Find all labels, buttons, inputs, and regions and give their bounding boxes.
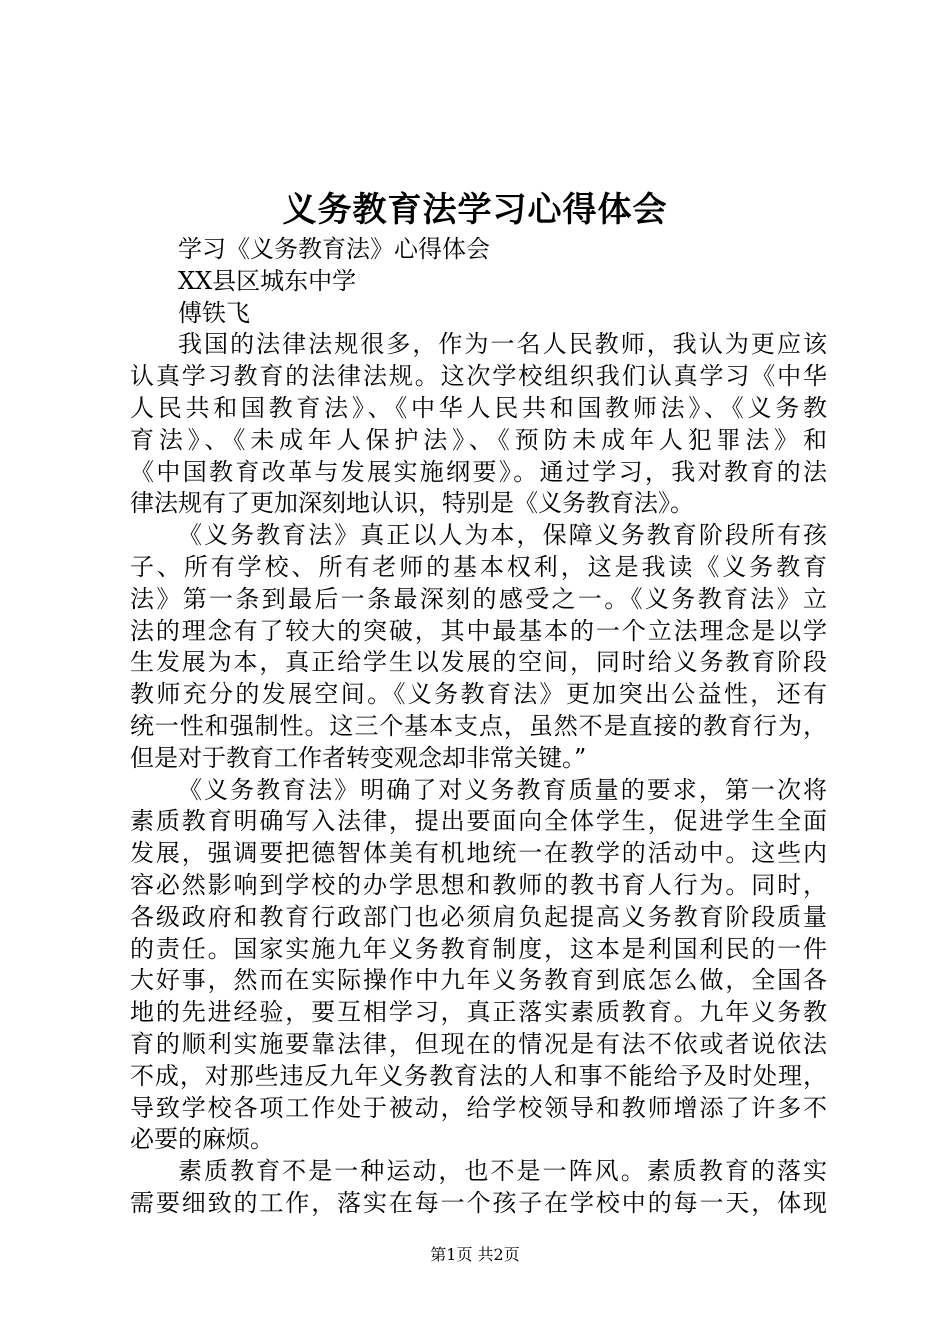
text-line: 但是对于教育工作者转变观念却非常关键。” [130, 743, 587, 772]
subtitle-line: 学习《义务教育法》心得体会 [178, 235, 490, 263]
text-line: 素质教育不是一种运动，也不是一阵风。素质教育的落实 [178, 1157, 827, 1186]
text-line: 人民共和国教育法》、《中华人民共和国教师法》、《义务教 [130, 393, 827, 422]
text-line: 教师充分的发展空间。《义务教育法》更加突出公益性，还有 [130, 680, 827, 709]
text-line: 素质教育明确写入法律，提出要面向全体学生，促进学生全面 [130, 807, 827, 836]
text-line: 必要的麻烦。 [130, 1125, 274, 1154]
author-line: 傅铁飞 [178, 298, 250, 327]
text-line: 《中国教育改革与发展实施纲要》。通过学习，我对教育的法 [130, 457, 827, 486]
text-line: 不成，对那些违反九年义务教育法的人和事不能给予及时处理， [130, 1061, 827, 1090]
paragraph-2 [130, 520, 827, 774]
text-line: 需要细致的工作，落实在每一个孩子在学校中的每一天，体现 [130, 1188, 827, 1217]
text-line: 育的顺利实施要靠法律，但现在的情况是有法不依或者说依法 [130, 1029, 827, 1058]
paragraph-4 [130, 1156, 827, 1220]
text-line: 子、所有学校、所有老师的基本权利，这是我读《义务教育 [130, 552, 827, 581]
text-line: 生发展为本，真正给学生以发展的空间，同时给义务教育阶段 [130, 648, 827, 677]
text-line: 统一性和强制性。这三个基本支点，虽然不是直接的教育行为， [130, 711, 827, 740]
text-line: 大好事，然而在实际操作中九年义务教育到底怎么做，全国各 [130, 966, 827, 995]
text-line: 发展，强调要把德智体美有机地统一在教学的活动中。这些内 [130, 839, 827, 868]
text-line: 法的理念有了较大的突破，其中最基本的一个立法理念是以学 [130, 616, 827, 645]
paragraph-1 [130, 329, 827, 520]
text-line: 地的先进经验，要互相学习，真正落实素质教育。九年义务教 [130, 998, 827, 1027]
text-line: 的责任。国家实施九年义务教育制度，这本是利国利民的一件 [130, 934, 827, 963]
text-line: 我国的法律法规很多，作为一名人民教师，我认为更应该 [178, 330, 827, 359]
text-line: 育法》、《未成年人保护法》、《预防未成年人犯罪法》和 [130, 425, 827, 454]
text-line: 各级政府和教育行政部门也必须肩负起提高义务教育阶段质量 [130, 902, 827, 931]
text-line: 律法规有了更加深刻地认识，特别是《义务教育法》。 [130, 489, 694, 518]
page-footer: 第1页 共2页 [430, 1245, 520, 1264]
text-line: 认真学习教育的法律法规。这次学校组织我们认真学习《中华 [130, 362, 827, 391]
text-line: 《义务教育法》明确了对义务教育质量的要求，第一次将 [178, 775, 827, 804]
document-title: 义务教育法学习心得体会 [282, 190, 668, 230]
text-line: 《义务教育法》真正以人为本，保障义务教育阶段所有孩 [178, 521, 827, 550]
text-line: 导致学校各项工作处于被动，给学校领导和教师增添了许多不 [130, 1093, 827, 1122]
text-line: 容必然影响到学校的办学思想和教师的教书育人行为。同时， [130, 870, 827, 899]
paragraph-3 [130, 775, 827, 1157]
document-body [130, 234, 827, 1220]
school-line: XX县区城东中学 [178, 266, 357, 295]
text-line: 法》第一条到最后一条最深刻的感受之一。《义务教育法》立 [130, 584, 827, 613]
